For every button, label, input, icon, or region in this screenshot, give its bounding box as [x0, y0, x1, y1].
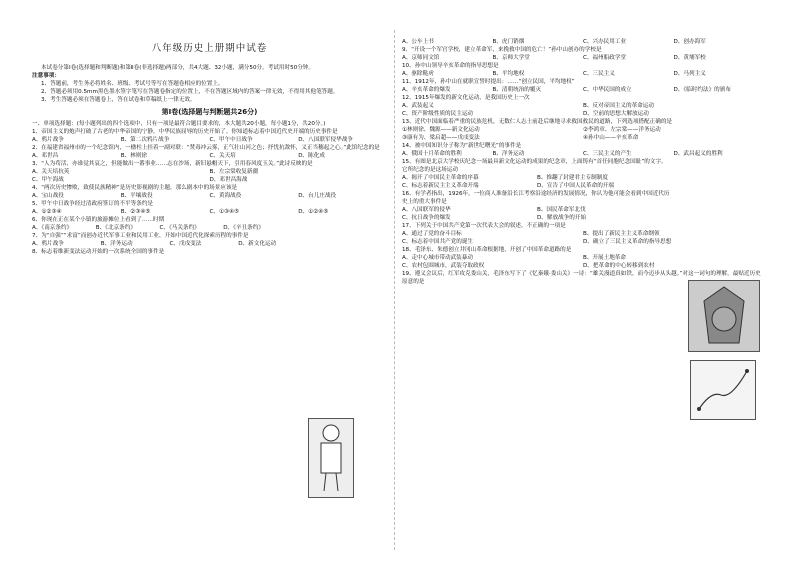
answer-option: C、农村包围城市，武装夺取政权: [402, 263, 485, 269]
question-text: 4、“两次历史惨败，致使民族精神”是历史影视剧的主题，那么剧本中的场景应该是: [32, 185, 238, 191]
question-text: 1、帝国主义的炮声打破了古老的中华帝国的宁静，中华民族屈辱的历史开始了。你知道标志着中国近代史开端的历史事件是: [32, 129, 338, 135]
answer-option: D、马列主义: [673, 71, 706, 77]
answer-option: A、走中心城市带动武装暴动: [402, 255, 473, 261]
answer-option: C、①③④⑤: [209, 209, 240, 215]
answer-option: C、资产阶级性质的民主运动: [402, 111, 474, 117]
question-text: 8、标志着维新变法运动开始的一次系统全国的事件是: [32, 249, 165, 255]
answer-option: B、国民革命军北伐: [537, 207, 586, 213]
answer-option: A、辛亥革命的爆发: [402, 87, 451, 93]
answer-option: A、鸦片战争: [32, 241, 64, 247]
answer-option: B、平均地权: [492, 71, 525, 77]
figure-route-map: [690, 360, 756, 420]
question: [402, 78, 764, 94]
answer-option: B、《北京条约》: [95, 225, 136, 231]
question-text: 10、孙中山领导辛亥革命的指导思想是: [402, 63, 499, 69]
answer-option: A、揭开了中国民主革命的序幕: [402, 175, 479, 181]
answer-option: D、宣告了中国人民革命的开端: [537, 183, 615, 189]
answer-option: B、平壤战役: [120, 193, 153, 199]
answer-option: C、甲午中日战争: [209, 137, 253, 143]
question-text: 11、1912年，孙中山在就职宣誓时提出：……“创立民国，平均地权”: [402, 79, 575, 85]
exam-title: 八年级历史上册期中试卷: [151, 43, 268, 54]
section-title: 第Ⅰ卷(选择题与判断题共26分): [161, 108, 258, 116]
answer-option: D、创办海军: [673, 39, 706, 45]
answer-option: D、邓世昌海战: [209, 177, 248, 183]
answer-option: C、兴办民用工业: [583, 39, 627, 45]
answer-option: ③康有为、梁启超——戊戌变法: [402, 135, 480, 141]
exam-note: 3、考生答题必须在答题卷上，答在试卷和草稿纸上一律无效。: [41, 97, 196, 103]
question: [402, 190, 672, 222]
question-text: 17、下列关于中国共产党第一次代表大会的叙述，不正确的一项是: [402, 223, 566, 229]
answer-option: B、洋务运动: [100, 241, 133, 247]
question: [402, 118, 764, 142]
answer-option: ①林则徐、魏源——新文化运动: [402, 127, 480, 133]
question: [32, 160, 387, 184]
question-text: 14、被中国知识分子称为“新世纪曙光”的事件是: [402, 143, 522, 149]
answer-option: B、推翻了封建君主专制制度: [537, 175, 608, 181]
answer-option: A、鸦片战争: [32, 137, 64, 143]
answer-option: A、关天培抗英: [32, 169, 70, 175]
question: [402, 222, 764, 246]
exam-note: 2、答题必须用0.5mm黑色墨水签字笔写在答题卷指定的位置上，不在答题区域内的答案一律无效，不得用其他笔答题。: [41, 89, 339, 95]
question: [32, 184, 387, 200]
question-text: 16、有学者指出，1926年，一位商人准备沿长江考察沿途经济的发展情况，你认为他可能会看到中国近代历史上的重大事件是: [402, 191, 670, 205]
answer-option: D、新文化运动: [238, 241, 277, 247]
answer-option: B、开展土地革命: [583, 255, 626, 261]
answer-option: B、提出了新民主主义革命纲领: [583, 231, 660, 237]
answer-option: D、台儿庄战役: [298, 193, 337, 199]
answer-option: C、《马关条约》: [159, 225, 200, 231]
question-text: 7、为“自强”“求富”而创办近代军事工业和民用工业，开始中国近代化探索历程的事件是: [32, 233, 249, 239]
answer-option: B、林则徐: [120, 153, 147, 159]
answer-option: A、《南京条约》: [32, 225, 73, 231]
question-text: 13、近代中国面临着严重的民族危机，无数仁人志士前赴后继地寻求救国救民的道路，下列选项搭配正确的是: [402, 119, 673, 125]
answer-option: B、京师大学堂: [492, 55, 530, 61]
answer-option: C、标志着新民主主义革命开端: [402, 183, 479, 189]
answer-option: B、左宗棠收复新疆: [209, 169, 259, 175]
right-column: [402, 38, 764, 286]
answer-option: ②李鸿章、左宗棠——洋务运动: [583, 127, 661, 133]
answer-option: A、驱除鞑虏: [402, 71, 434, 77]
answer-option: ④孙中山——辛亥革命: [583, 135, 639, 141]
answer-option: C、黄海战役: [209, 193, 242, 199]
question-text: 2、在福建省福州市的一个纪念馆内，一楹柱上挂着一副对联：“焚毒冲云雾，正气壮山河之色；抒忧抗敌怀，义正当穗起之心。”此馆纪念的是: [32, 145, 380, 151]
question: [32, 232, 307, 248]
exam-note: 1、答题前，考生务必将姓名、班级、考试号等写在答题卷相应的位置上。: [41, 81, 224, 87]
question-list-left: [32, 128, 387, 256]
answer-option: B、清朝统治的覆灭: [492, 87, 542, 93]
answer-option: D、①②④⑤: [298, 209, 329, 215]
answer-option: C、福州船政学堂: [583, 55, 627, 61]
answer-option: D、确立了三民主义革命的指导思想: [583, 239, 672, 245]
answer-option: A、京师同文馆: [402, 55, 440, 61]
answer-option: C、甲午海战: [32, 177, 64, 183]
answer-option: B、第二次鸦片战争: [120, 137, 170, 143]
answer-option: B、虎门销烟: [492, 39, 525, 45]
answer-option: D、陈化成: [298, 153, 325, 159]
question: [32, 128, 387, 144]
part-title: 一、单项选择题：(每小题列出的四个选项中，只有一项是最符合题目要求的，本大题共20小题，每小题1分，共20分。): [32, 121, 326, 127]
answer-option: A、通过了党的奋斗目标: [402, 231, 462, 237]
answer-option: C、抗日战争的爆发: [402, 215, 451, 221]
answer-option: C、标志着中国共产党的诞生: [402, 239, 474, 245]
question: [402, 46, 764, 62]
question: [402, 38, 764, 46]
answer-option: C、三民主义: [583, 71, 615, 77]
question: [402, 158, 672, 190]
answer-option: A、俄国十月革命的胜利: [402, 151, 462, 157]
question-text: 18、毛泽东、朱德创立井冈山革命根据地，开创了中国革命道路的是: [402, 247, 572, 253]
figure-medal-image: [688, 280, 760, 352]
answer-option: A、武装起义: [402, 103, 434, 109]
column-divider: [394, 30, 395, 550]
answer-option: D、黄埔军校: [673, 55, 706, 61]
answer-option: C、关天培: [209, 153, 236, 159]
question-text: 12、1915年爆发的新文化运动，是我国历史上一次: [402, 95, 530, 101]
answer-option: A、邓世昌: [32, 153, 59, 159]
question: [32, 200, 387, 216]
question: [402, 94, 764, 118]
answer-option: C、戊戌变法: [169, 241, 202, 247]
question: [402, 142, 764, 158]
question: [402, 246, 764, 270]
answer-option: B、洋务运动: [492, 151, 525, 157]
answer-option: D、空前的思想大解放运动: [583, 111, 649, 117]
figure-person-image: [308, 418, 354, 498]
question-text: 9、“开设一个军官学校，建立革命军，来挽救中国的危亡！”孙中山创办的学校是: [402, 47, 602, 53]
left-column: [32, 34, 387, 256]
answer-option: C、中华民国的成立: [583, 87, 632, 93]
answer-option: D、把革命的中心转移到农村: [583, 263, 655, 269]
question: [32, 248, 387, 256]
answer-option: B、反对帝国主义的革命运动: [583, 103, 654, 109]
answer-option: A、八国联军的侵华: [402, 207, 451, 213]
answer-option: D、《临时约法》的颁布: [673, 87, 731, 93]
answer-option: D、《辛丑条约》: [223, 225, 264, 231]
answer-option: A、①②③④: [32, 209, 62, 215]
question: [32, 216, 287, 232]
answer-option: D、八国联军侵华战争: [298, 137, 353, 143]
answer-option: D、解放战争的开始: [537, 215, 587, 221]
question-text: 6、你现在正在某个小镇的旅游摊位上看到了……时期: [32, 217, 165, 223]
question: [32, 144, 387, 160]
question-text: 19、遵义会议后，红军攻克娄山关，毛泽东写下了《忆秦娥·娄山关》一诗：“雄关漫道真如铁，而今迈步从头越。”对这一词句的理解，最贴近历史原意的是: [402, 271, 761, 285]
question-text: 15、有图是北京大学校庆纪念一场最具新文化运动的成果的纪念章，上面铸有“首任同胞纪念国耻”的文字。它所纪念的是这场运动: [402, 159, 667, 173]
question-text: 3、“人为苟活，亦谁觉其哀之，但能做出一番事业……志在沙场，新旧悬帽天下，引用春风度玉关。”此诗反映的是: [32, 161, 313, 167]
exam-note: 本试卷分第Ⅰ卷(选择题和判断题)和第Ⅱ卷(非选择题)两部分，共4大题、32小题，满分50分。考试用时50分钟。: [41, 65, 314, 71]
answer-option: A、宝山战役: [32, 193, 64, 199]
answer-option: D、武昌起义的胜利: [673, 151, 723, 157]
answer-option: B、②③④⑤: [120, 209, 151, 215]
answer-option: C、三民主义的产生: [583, 151, 632, 157]
question-text: 5、甲午中日战争经过清政府签订的不平等条约是: [32, 201, 154, 207]
answer-option: A、公车上书: [402, 39, 434, 45]
question: [402, 62, 764, 78]
notes-heading: 注意事项：: [32, 73, 60, 79]
